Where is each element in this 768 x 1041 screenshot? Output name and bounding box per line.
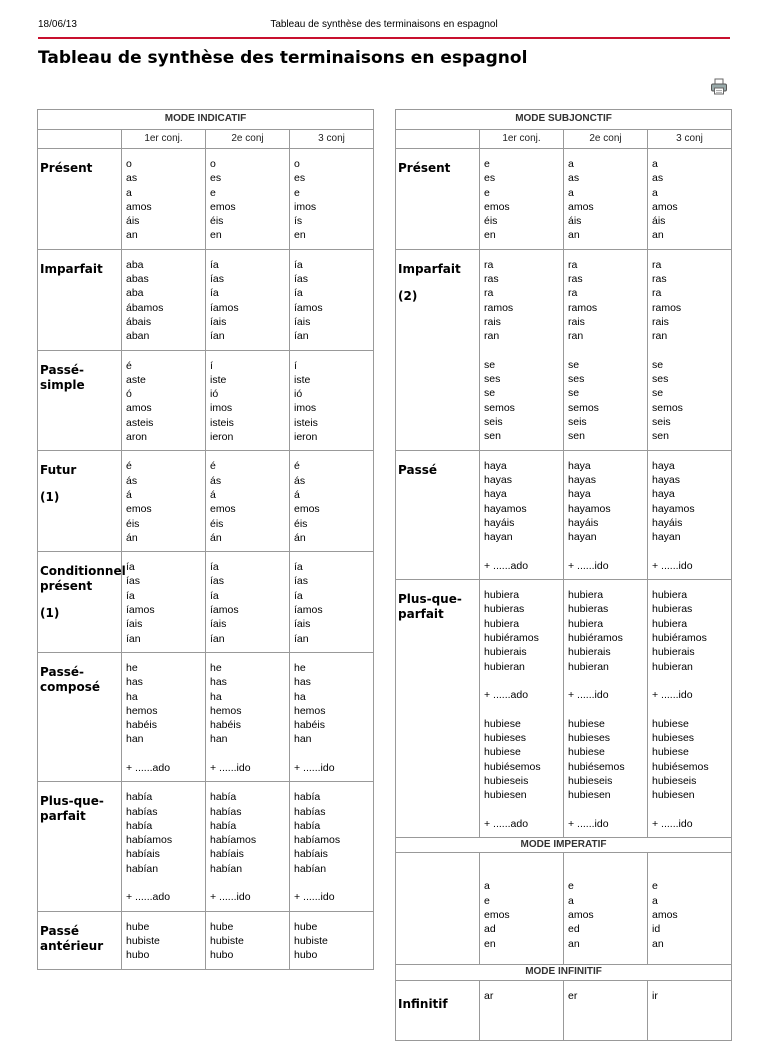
ending-cell bbox=[648, 450, 732, 579]
ending-text: er bbox=[568, 989, 578, 1002]
tense-row bbox=[38, 552, 374, 653]
ending-cell bbox=[206, 350, 290, 451]
ending-text: a as a amos áis an bbox=[568, 158, 594, 242]
ending-text: había habías había habíamos habíais habían + ......ado bbox=[126, 791, 173, 904]
ending-text: ía ías ía íamos íais ían bbox=[210, 258, 239, 343]
ending-cell bbox=[122, 451, 206, 552]
tense-row bbox=[38, 249, 374, 350]
ending-cell bbox=[290, 451, 374, 552]
tense-label bbox=[38, 652, 122, 781]
ending-text: ía ías ía íamos íais ían bbox=[126, 561, 155, 645]
mode-row bbox=[38, 110, 374, 130]
ending-text: í iste ió imos isteis ieron bbox=[294, 359, 318, 444]
ending-text: ía ías ía íamos íais ían bbox=[294, 258, 323, 343]
tense-name: Présent bbox=[40, 161, 93, 175]
tense-name: Passé- simple bbox=[40, 362, 85, 392]
tense-row bbox=[38, 149, 374, 250]
ending-cell bbox=[290, 782, 374, 911]
ending-cell bbox=[206, 552, 290, 653]
ending-cell bbox=[564, 249, 648, 450]
ending-text: haya hayas haya hayamos hayáis hayan + ......ido bbox=[652, 459, 695, 572]
ending-text: aba abas aba ábamos ábais aban bbox=[126, 258, 164, 343]
conj-3-header: 3 conj bbox=[290, 130, 374, 149]
ending-text: é aste ó amos asteis aron bbox=[126, 359, 154, 444]
tense-name: Imparfait bbox=[40, 261, 103, 276]
tense-label bbox=[396, 149, 480, 250]
tense-name: Conditionnel présent bbox=[40, 564, 126, 594]
ending-text: é ás á emos éis án bbox=[294, 460, 320, 544]
tense-label bbox=[396, 580, 480, 838]
ending-text: ra ras ra ramos rais ran se ses se semos seis sen bbox=[484, 258, 515, 443]
ending-cell bbox=[648, 580, 732, 838]
tense-label bbox=[396, 249, 480, 450]
ending-text: í iste ió imos isteis ieron bbox=[210, 359, 234, 444]
ending-cell bbox=[480, 149, 564, 250]
ending-cell bbox=[564, 149, 648, 250]
tense-name: Présent bbox=[398, 161, 451, 175]
conj-2-header: 2e conj bbox=[206, 130, 290, 149]
ending-text: ar bbox=[484, 989, 494, 1002]
tense-note: (2) bbox=[398, 288, 418, 303]
ending-cell bbox=[480, 980, 564, 1040]
tense-row bbox=[396, 249, 732, 450]
mode-imperatif-heading: MODE IMPERATIF bbox=[396, 838, 732, 853]
tense-label bbox=[38, 782, 122, 911]
ending-text: había habías había habíamos habíais habían + ......ido bbox=[210, 791, 257, 904]
ending-cell bbox=[122, 552, 206, 653]
ending-text: haya hayas haya hayamos hayáis hayan + ......ido bbox=[568, 459, 611, 572]
ending-cell bbox=[564, 450, 648, 579]
tense-row bbox=[38, 782, 374, 911]
ending-cell bbox=[290, 552, 374, 653]
tense-row bbox=[38, 911, 374, 969]
tense-row bbox=[38, 451, 374, 552]
ending-cell bbox=[290, 149, 374, 250]
ending-cell bbox=[206, 249, 290, 350]
ending-cell bbox=[648, 149, 732, 250]
ending-text: o es e imos ís en bbox=[294, 158, 317, 242]
ending-text: a as a amos áis an bbox=[652, 158, 678, 242]
conj-3-header: 3 conj bbox=[648, 130, 732, 149]
ending-text: había habías había habíamos habíais habían + ......ido bbox=[294, 791, 341, 904]
tense-note: (1) bbox=[40, 606, 60, 621]
tense-label: Infinitif bbox=[396, 980, 480, 1040]
ending-cell bbox=[480, 249, 564, 450]
tense-name: Futur bbox=[40, 463, 77, 478]
tense-label bbox=[38, 451, 122, 552]
ending-cell bbox=[206, 149, 290, 250]
tense-label bbox=[38, 249, 122, 350]
ending-cell bbox=[290, 911, 374, 969]
tense-row bbox=[38, 350, 374, 451]
ending-cell bbox=[206, 451, 290, 552]
ending-text: hube hubiste hubo bbox=[210, 920, 244, 962]
header-document-title: Tableau de synthèse des terminaisons en espagnol bbox=[270, 19, 498, 30]
tense-name: Passé bbox=[398, 462, 437, 477]
imperatif-row bbox=[396, 853, 732, 965]
ending-text: ía ías ía íamos íais ían bbox=[294, 561, 323, 645]
ending-cell bbox=[564, 853, 648, 965]
ending-text: ir bbox=[652, 989, 658, 1002]
mode-subjonctif-heading: MODE SUBJONCTIF bbox=[396, 110, 732, 130]
ending-cell bbox=[122, 249, 206, 350]
ending-text: hube hubiste hubo bbox=[126, 920, 160, 962]
tense-name: Passé antérieur bbox=[40, 923, 104, 953]
ending-text: e es e emos éis en bbox=[484, 158, 510, 242]
subjonctif-table bbox=[395, 109, 732, 1041]
ending-cell bbox=[564, 980, 648, 1040]
ending-text: ía ías ía íamos íais ían bbox=[210, 561, 239, 645]
ending-cell bbox=[206, 911, 290, 969]
ending-cell bbox=[122, 782, 206, 911]
conjugation-header-row bbox=[396, 130, 732, 149]
ending-text: e a amos ed an bbox=[568, 880, 594, 950]
ending-text: e a amos id an bbox=[652, 880, 678, 950]
ending-cell bbox=[648, 980, 732, 1040]
ending-cell bbox=[290, 652, 374, 781]
empty-cell bbox=[396, 130, 480, 149]
conjugation-header-row bbox=[38, 130, 374, 149]
ending-cell bbox=[480, 580, 564, 838]
ending-text: é ás á emos éis án bbox=[210, 460, 236, 544]
ending-cell bbox=[206, 652, 290, 781]
tense-name: Imparfait bbox=[398, 261, 461, 276]
mode-row bbox=[396, 965, 732, 980]
conj-1-header: 1er conj. bbox=[480, 130, 564, 149]
tense-row bbox=[396, 149, 732, 250]
printer-icon[interactable] bbox=[710, 78, 728, 96]
tense-label bbox=[38, 350, 122, 451]
conj-1-header: 1er conj. bbox=[122, 130, 206, 149]
indicatif-table bbox=[37, 109, 374, 970]
ending-text: hube hubiste hubo bbox=[294, 920, 328, 962]
tense-label bbox=[38, 552, 126, 653]
ending-cell bbox=[290, 350, 374, 451]
ending-text: hubiera hubieras hubiera hubiéramos hubierais hubieran + ......ido hubiese hubieses hubiese hubiésemos hubieseis hubiesen + ......ido bbox=[568, 589, 625, 830]
page-title: Tableau de synthèse des terminaisons en espagnol bbox=[38, 48, 528, 68]
mode-row bbox=[396, 110, 732, 130]
ending-text: hubiera hubieras hubiera hubiéramos hubierais hubieran + ......ado hubiese hubieses hubiese hubiésemos hubieseis hubiesen + ......ado bbox=[484, 589, 541, 830]
mode-indicatif-heading: MODE INDICATIF bbox=[38, 110, 374, 130]
ending-cell bbox=[122, 350, 206, 451]
ending-cell bbox=[480, 450, 564, 579]
tense-label bbox=[38, 149, 122, 250]
ending-text: o as a amos áis an bbox=[126, 158, 152, 242]
ending-cell bbox=[480, 853, 564, 965]
ending-text: he has ha hemos habéis han + ......ido bbox=[210, 661, 251, 774]
ending-cell bbox=[122, 911, 206, 969]
header-divider bbox=[38, 37, 730, 39]
tense-name: Plus-que- parfait bbox=[40, 794, 104, 824]
ending-text: é ás á emos éis án bbox=[126, 460, 152, 544]
tense-row bbox=[396, 580, 732, 838]
ending-cell bbox=[122, 149, 206, 250]
ending-cell bbox=[206, 782, 290, 911]
conj-2-header: 2e conj bbox=[564, 130, 648, 149]
ending-cell bbox=[122, 652, 206, 781]
tense-name: Passé- composé bbox=[40, 664, 100, 694]
tense-row bbox=[38, 652, 374, 781]
ending-cell bbox=[564, 580, 648, 838]
tense-row bbox=[396, 450, 732, 579]
infinitif-row bbox=[396, 980, 732, 1040]
ending-text: he has ha hemos habéis han + ......ido bbox=[294, 661, 335, 774]
ending-text: he has ha hemos habéis han + ......ado bbox=[126, 661, 171, 774]
ending-text: ra ras ra ramos rais ran se ses se semos seis sen bbox=[652, 258, 683, 443]
tense-note: (1) bbox=[40, 490, 60, 505]
header-date: 18/06/13 bbox=[38, 19, 77, 30]
ending-cell bbox=[648, 249, 732, 450]
ending-text: ra ras ra ramos rais ran se ses se semos seis sen bbox=[568, 258, 599, 443]
tense-label bbox=[38, 911, 122, 969]
ending-cell bbox=[290, 249, 374, 350]
ending-text: hubiera hubieras hubiera hubiéramos hubierais hubieran + ......ido hubiese hubieses hubiese hubiésemos hubieseis hubiesen + ......ido bbox=[652, 589, 709, 830]
mode-row bbox=[396, 838, 732, 853]
tense-name: Plus-que- parfait bbox=[398, 592, 462, 622]
mode-infinitif-heading: MODE INFINITIF bbox=[396, 965, 732, 980]
ending-text: a e emos ad en bbox=[484, 880, 510, 950]
ending-cell bbox=[648, 853, 732, 965]
ending-text: haya hayas haya hayamos hayáis hayan + ......ado bbox=[484, 459, 529, 572]
tense-label bbox=[396, 853, 480, 965]
empty-cell bbox=[38, 130, 122, 149]
ending-text: o es e emos éis en bbox=[210, 158, 236, 242]
tense-label bbox=[396, 450, 480, 579]
